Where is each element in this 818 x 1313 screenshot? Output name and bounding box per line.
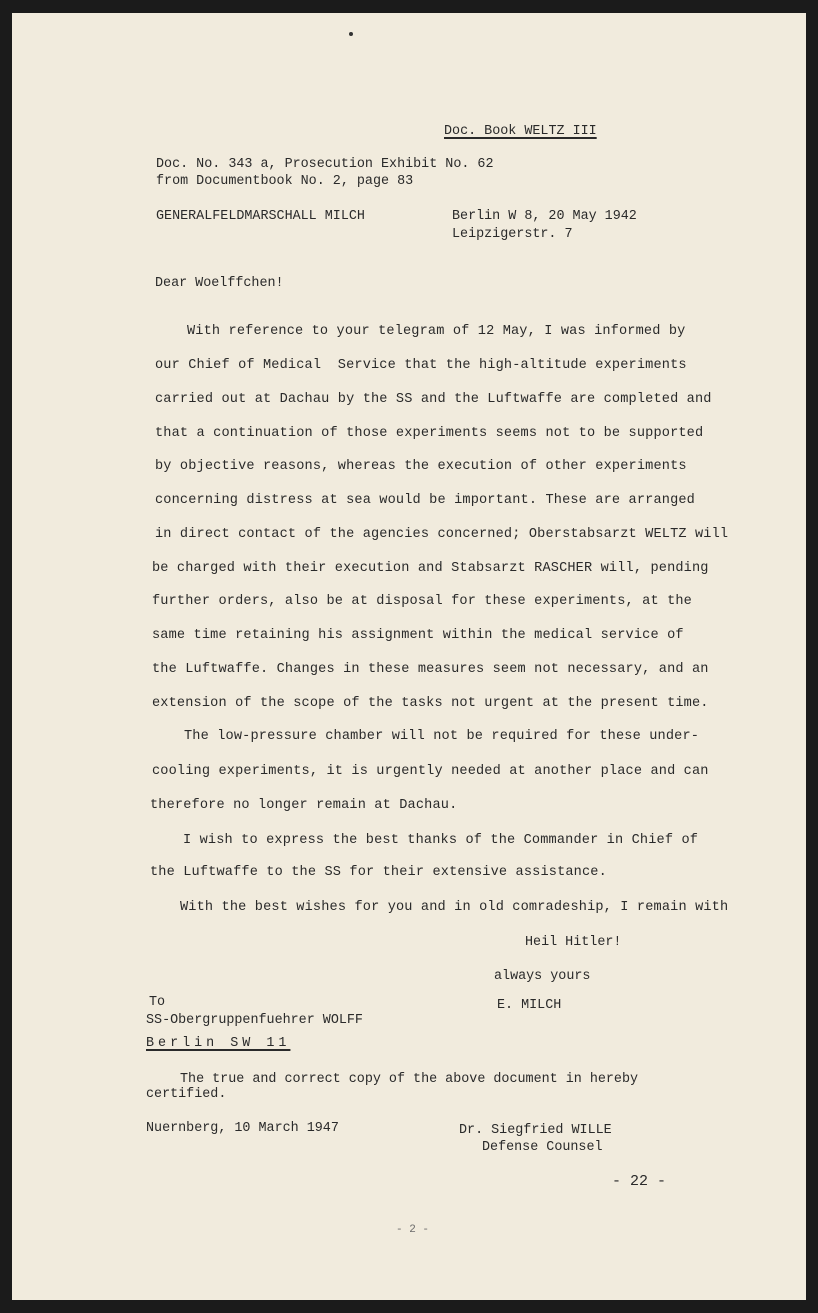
body-line: The low-pressure chamber will not be required for these under- — [184, 729, 700, 744]
punch-mark — [349, 32, 353, 36]
body-line: therefore no longer remain at Dachau. — [150, 798, 458, 813]
body-line: our Chief of Medical Service that the high-altitude experiments — [155, 358, 687, 373]
body-line: by objective reasons, whereas the execution of other experiments — [155, 459, 687, 474]
body-line: With reference to your telegram of 12 May, I was informed by — [187, 324, 686, 339]
body-line: carried out at Dachau by the SS and the Luftwaffe are completed and — [155, 392, 712, 407]
body-line: in direct contact of the agencies concerned; Oberstabsarzt WELTZ will — [155, 527, 729, 542]
certification-line2: certified. — [146, 1087, 227, 1102]
certification-role: Defense Counsel — [482, 1140, 603, 1155]
addressee-name: SS-Obergruppenfuehrer WOLFF — [146, 1013, 363, 1028]
certification-line1: The true and correct copy of the above document in hereby — [180, 1072, 639, 1087]
closing-always-yours: always yours — [494, 969, 591, 984]
document-page — [12, 13, 806, 1300]
body-line: the Luftwaffe. Changes in these measures seem not necessary, and an — [152, 662, 709, 677]
body-line: same time retaining his assignment within the medical service of — [152, 628, 684, 643]
body-line: further orders, also be at disposal for these experiments, at the — [152, 594, 692, 609]
body-line: that a continuation of those experiments seems not to be supported — [155, 426, 704, 441]
body-line: be charged with their execution and Stabsarzt RASCHER will, pending — [152, 561, 709, 576]
doc-book-label: Doc. Book WELTZ III — [444, 124, 597, 139]
footer-mark: - 2 - — [396, 1224, 430, 1236]
certification-signer: Dr. Siegfried WILLE — [459, 1123, 612, 1138]
page-number: - 22 - — [612, 1173, 667, 1190]
closing-signature: E. MILCH — [497, 998, 562, 1013]
letterhead-place-date: Berlin W 8, 20 May 1942 — [452, 209, 637, 224]
letterhead-sender: GENERALFELDMARSCHALL MILCH — [156, 209, 365, 224]
body-line: With the best wishes for you and in old comradeship, I remain with — [180, 900, 729, 915]
salutation: Dear Woelffchen! — [155, 276, 284, 291]
body-line: concerning distress at sea would be important. These are arranged — [155, 493, 695, 508]
body-line: extension of the scope of the tasks not urgent at the present time. — [152, 696, 709, 711]
doc-reference-line2: from Documentbook No. 2, page 83 — [156, 174, 414, 189]
certification-place-date: Nuernberg, 10 March 1947 — [146, 1121, 339, 1136]
letterhead-street: Leipzigerstr. 7 — [452, 227, 573, 242]
addressee-to: To — [149, 995, 166, 1010]
doc-reference-line1: Doc. No. 343 a, Prosecution Exhibit No. 62 — [156, 157, 494, 172]
body-line: I wish to express the best thanks of the Commander in Chief of — [183, 833, 699, 848]
closing-heil: Heil Hitler! — [525, 935, 622, 950]
body-line: the Luftwaffe to the SS for their extensive assistance. — [150, 865, 607, 880]
addressee-city: Berlin SW 11 — [146, 1036, 291, 1051]
body-line: cooling experiments, it is urgently needed at another place and can — [152, 764, 709, 779]
